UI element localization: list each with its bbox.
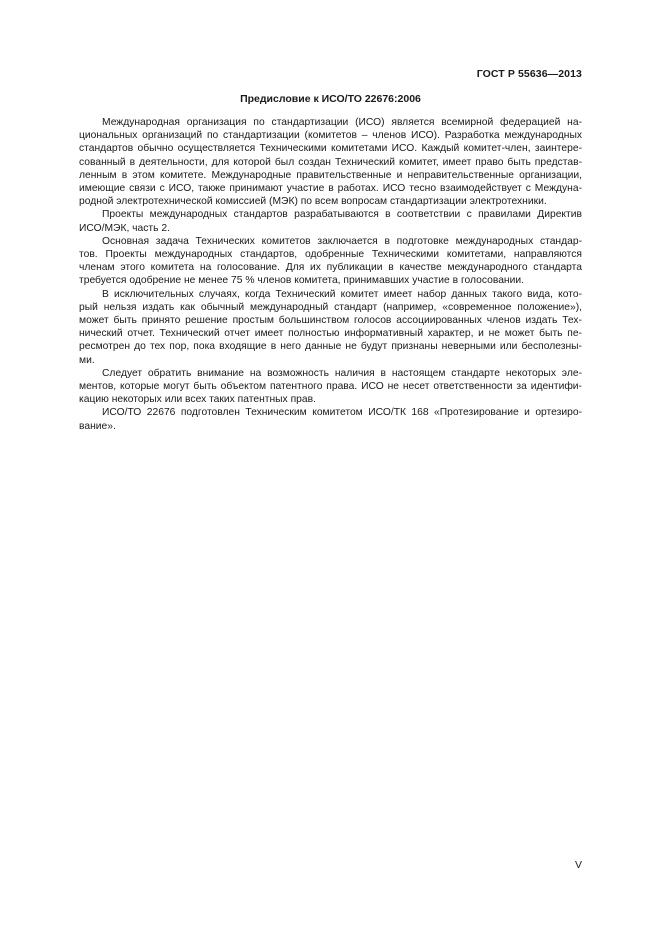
page-number: V (574, 859, 582, 871)
text-line: Следует обратить внимание на возможность наличия в настоящем стандарте некоторых эле- (102, 367, 582, 379)
text-line: членам этого комитета на голосование. Для их публикации в качестве международного стандарта (79, 262, 582, 274)
text-line: ленным в этом комитете. Международные правительственные и неправительственные организации, (79, 169, 582, 181)
text-line: ми. (79, 354, 95, 366)
text-line: ресмотрен до тех пор, пока входящие в него данные не будут признаны неверными или бесполезны- (79, 341, 582, 353)
text-line: Проекты международных стандартов разрабатываются в соответствии с правилами Директив (102, 209, 582, 221)
text-line: стандартов обычно осуществляется Техническими комитетами ИСО. Каждый комитет-член, заинтере- (79, 143, 582, 155)
paragraph (79, 288, 582, 367)
text-line: ИСО/ТО 22676 подготовлен Техническим комитетом ИСО/ТК 168 «Протезирование и ортезиро- (102, 407, 582, 419)
paragraph (79, 116, 582, 208)
text-line: вание». (79, 420, 116, 432)
paragraph (79, 208, 582, 234)
document-code: ГОСТ Р 55636—2013 (476, 68, 582, 80)
text-line: нический отчет. Технический отчет имеет полностью информативный характер, и не может быть пе- (79, 328, 582, 340)
text-line: ИСО/МЭК, часть 2. (79, 222, 170, 234)
foreword-title: Предисловие к ИСО/ТО 22676:2006 (240, 93, 421, 105)
text-line: может быть принято решение простым большинством голосов ассоциированных членов издать Тех- (79, 315, 582, 327)
text-line: тов. Проекты международных стандартов, одобренные Техническими комитетами, направляются (79, 249, 582, 261)
paragraph (79, 235, 582, 288)
text-line: имеющие связи с ИСО, также принимают участие в работах. ИСО тесно взаимодействует с Междуна- (79, 183, 582, 195)
foreword-body (79, 116, 582, 433)
text-line: родной электротехнической комиссией (МЭК) по всем вопросам стандартизации электротехники. (79, 196, 547, 208)
text-line: циональных организаций по стандартизации (комитетов – членов ИСО). Разработка международных (79, 130, 582, 142)
text-line: требуется одобрение не менее 75 % членов комитета, принимавших участие в голосовании. (79, 275, 524, 287)
text-line: Международная организация по стандартизации (ИСО) является всемирной федерацией на- (102, 117, 582, 128)
paragraph (79, 406, 582, 432)
text-line: рый нельзя издать как обычный международный стандарт (например, «современное положение»), (79, 301, 582, 313)
text-line: сованный в деятельности, для которой был создан Технический комитет, имеет право быть представ- (79, 156, 582, 168)
text-line: Основная задача Технических комитетов заключается в подготовке международных стандар- (102, 235, 582, 247)
text-line: В исключительных случаях, когда Технический комитет имеет набор данных такого вида, кото- (102, 288, 582, 300)
text-line: кацию некоторых или всех таких патентных прав. (79, 394, 316, 406)
paragraph (79, 367, 582, 407)
text-line: ментов, которые могут быть объектом патентного права. ИСО не несет ответственности за идентифи- (79, 381, 582, 393)
